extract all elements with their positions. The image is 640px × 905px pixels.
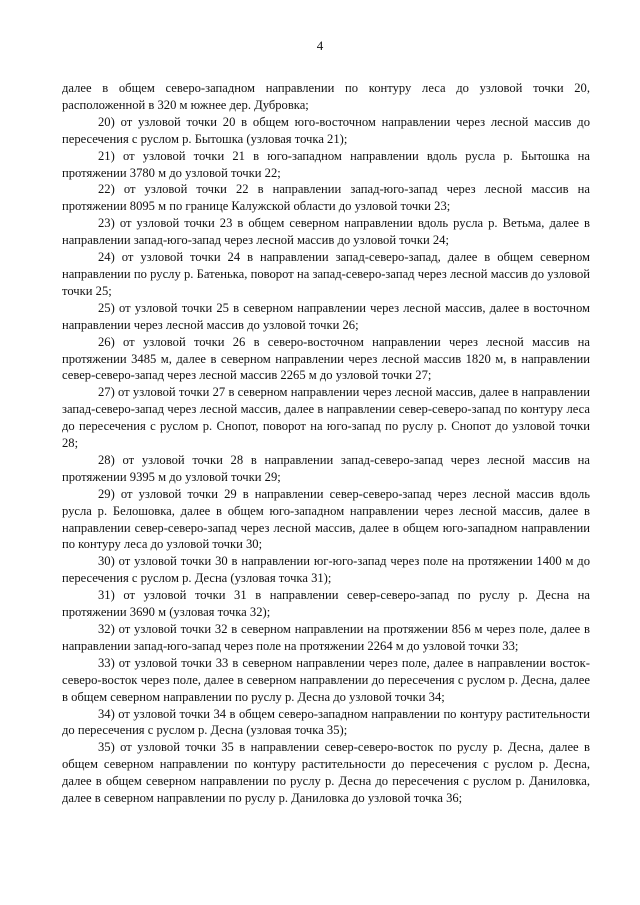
paragraph-point-32: 32) от узловой точки 32 в северном направлении на протяжении 856 м через поле, далее в направлении запад-юго-запад через поле на протяжении 2264 м до узловой точки 33;: [62, 622, 590, 653]
paragraph-point-20: 20) от узловой точки 20 в общем юго-восточном направлении через лесной массив до пересечения с руслом р. Бытошка (узловая точка 21);: [62, 114, 590, 146]
paragraph-point-27: 27) от узловой точки 27 в северном направлении через лесной массив, далее в направлении запад-северо-запад через лесной массив, далее в направлении север-северо-запад по контуру леса до пересечения с руслом р. Снопот, поворот на юго-запад по руслу р. Снопот до узловой точки 28;: [62, 385, 590, 451]
paragraph-point-35: 35) от узловой точки 35 в направлении север-северо-восток по руслу р. Десна, далее в общем северном направлении по контуру растительности до пересечения с руслом р. Десна, далее в общем северном направлении по руслу р. Десна до пересечения с руслом р. Даниловка, далее в северном направлении по руслу р. Даниловка до узловой точка 36;: [62, 740, 590, 806]
paragraph-point-29: 29) от узловой точки 29 в направлении север-северо-запад через лесной массив вдоль русла р. Белошовка, далее в общем юго-западном направлении через лесной массив, далее в направлении север-северо-запад через лесной массив, далее в общем юго-западном направлении по контуру леса до узловой точки 30;: [62, 486, 590, 552]
paragraph-point-22: 22) от узловой точки 22 в направлении запад-юго-запад через лесной массив на протяжении 8095 м по границе Калужской области до узловой точки 23;: [62, 182, 590, 214]
paragraph-point-24: 24) от узловой точки 24 в направлении запад-северо-запад, далее в общем северном направлении по руслу р. Батенька, поворот на запад-северо-запад через лесной массив до узловой точки 25;: [62, 250, 590, 298]
paragraph-point-26: 26) от узловой точки 26 в северо-восточном направлении через лесной массив на протяжении 3485 м, далее в северном направлении через лесной массив 1820 м, в направлении север-северо-запад через лесной массив 2265 м до узловой точки 27;: [62, 334, 590, 383]
page-number: 4: [316, 38, 324, 53]
paragraph-continuation: далее в общем северо-западном направлении по контуру леса до узловой точки 20, расположенной в 320 м южнее дер. Дубровка;: [62, 81, 590, 112]
paragraph-point-23: 23) от узловой точки 23 в общем северном направлении вдоль русла р. Ветьма, далее в направлении запад-юго-запад через лесной массив до узловой точки 24;: [62, 216, 590, 248]
paragraph-point-25: 25) от узловой точки 25 в северном направлении через лесной массив, далее в восточном направлении через лесной массив до узловой точки 26;: [62, 300, 590, 332]
paragraph-point-31: 31) от узловой точки 31 в направлении север-северо-запад по руслу р. Десна на протяжении 3690 м (узловая точка 32);: [62, 588, 590, 620]
paragraph-point-34: 34) от узловой точки 34 в общем северо-западном направлении по контуру растительности до пересечения с руслом р. Десна (узловая точка 35);: [62, 706, 590, 738]
paragraph-point-33: 33) от узловой точки 33 в северном направлении через поле, далее в направлении восток-северо-восток через поле, далее в северном направлении до пересечения с руслом р. Десна, далее в общем северном направлении по руслу р. Десна до узловой точки 34;: [62, 655, 590, 704]
paragraph-point-21: 21) от узловой точки 21 в юго-западном направлении вдоль русла р. Бытошка на протяжении 3780 м до узловой точки 22;: [62, 148, 590, 180]
document-body: [62, 80, 590, 807]
paragraph-point-30: 30) от узловой точки 30 в направлении юг-юго-запад через поле на протяжении 1400 м до пересечения с руслом р. Десна (узловая точка 31);: [62, 554, 590, 586]
paragraph-point-28: 28) от узловой точки 28 в направлении запад-северо-запад через лесной массив на протяжении 9395 м до узловой точки 29;: [62, 452, 590, 484]
